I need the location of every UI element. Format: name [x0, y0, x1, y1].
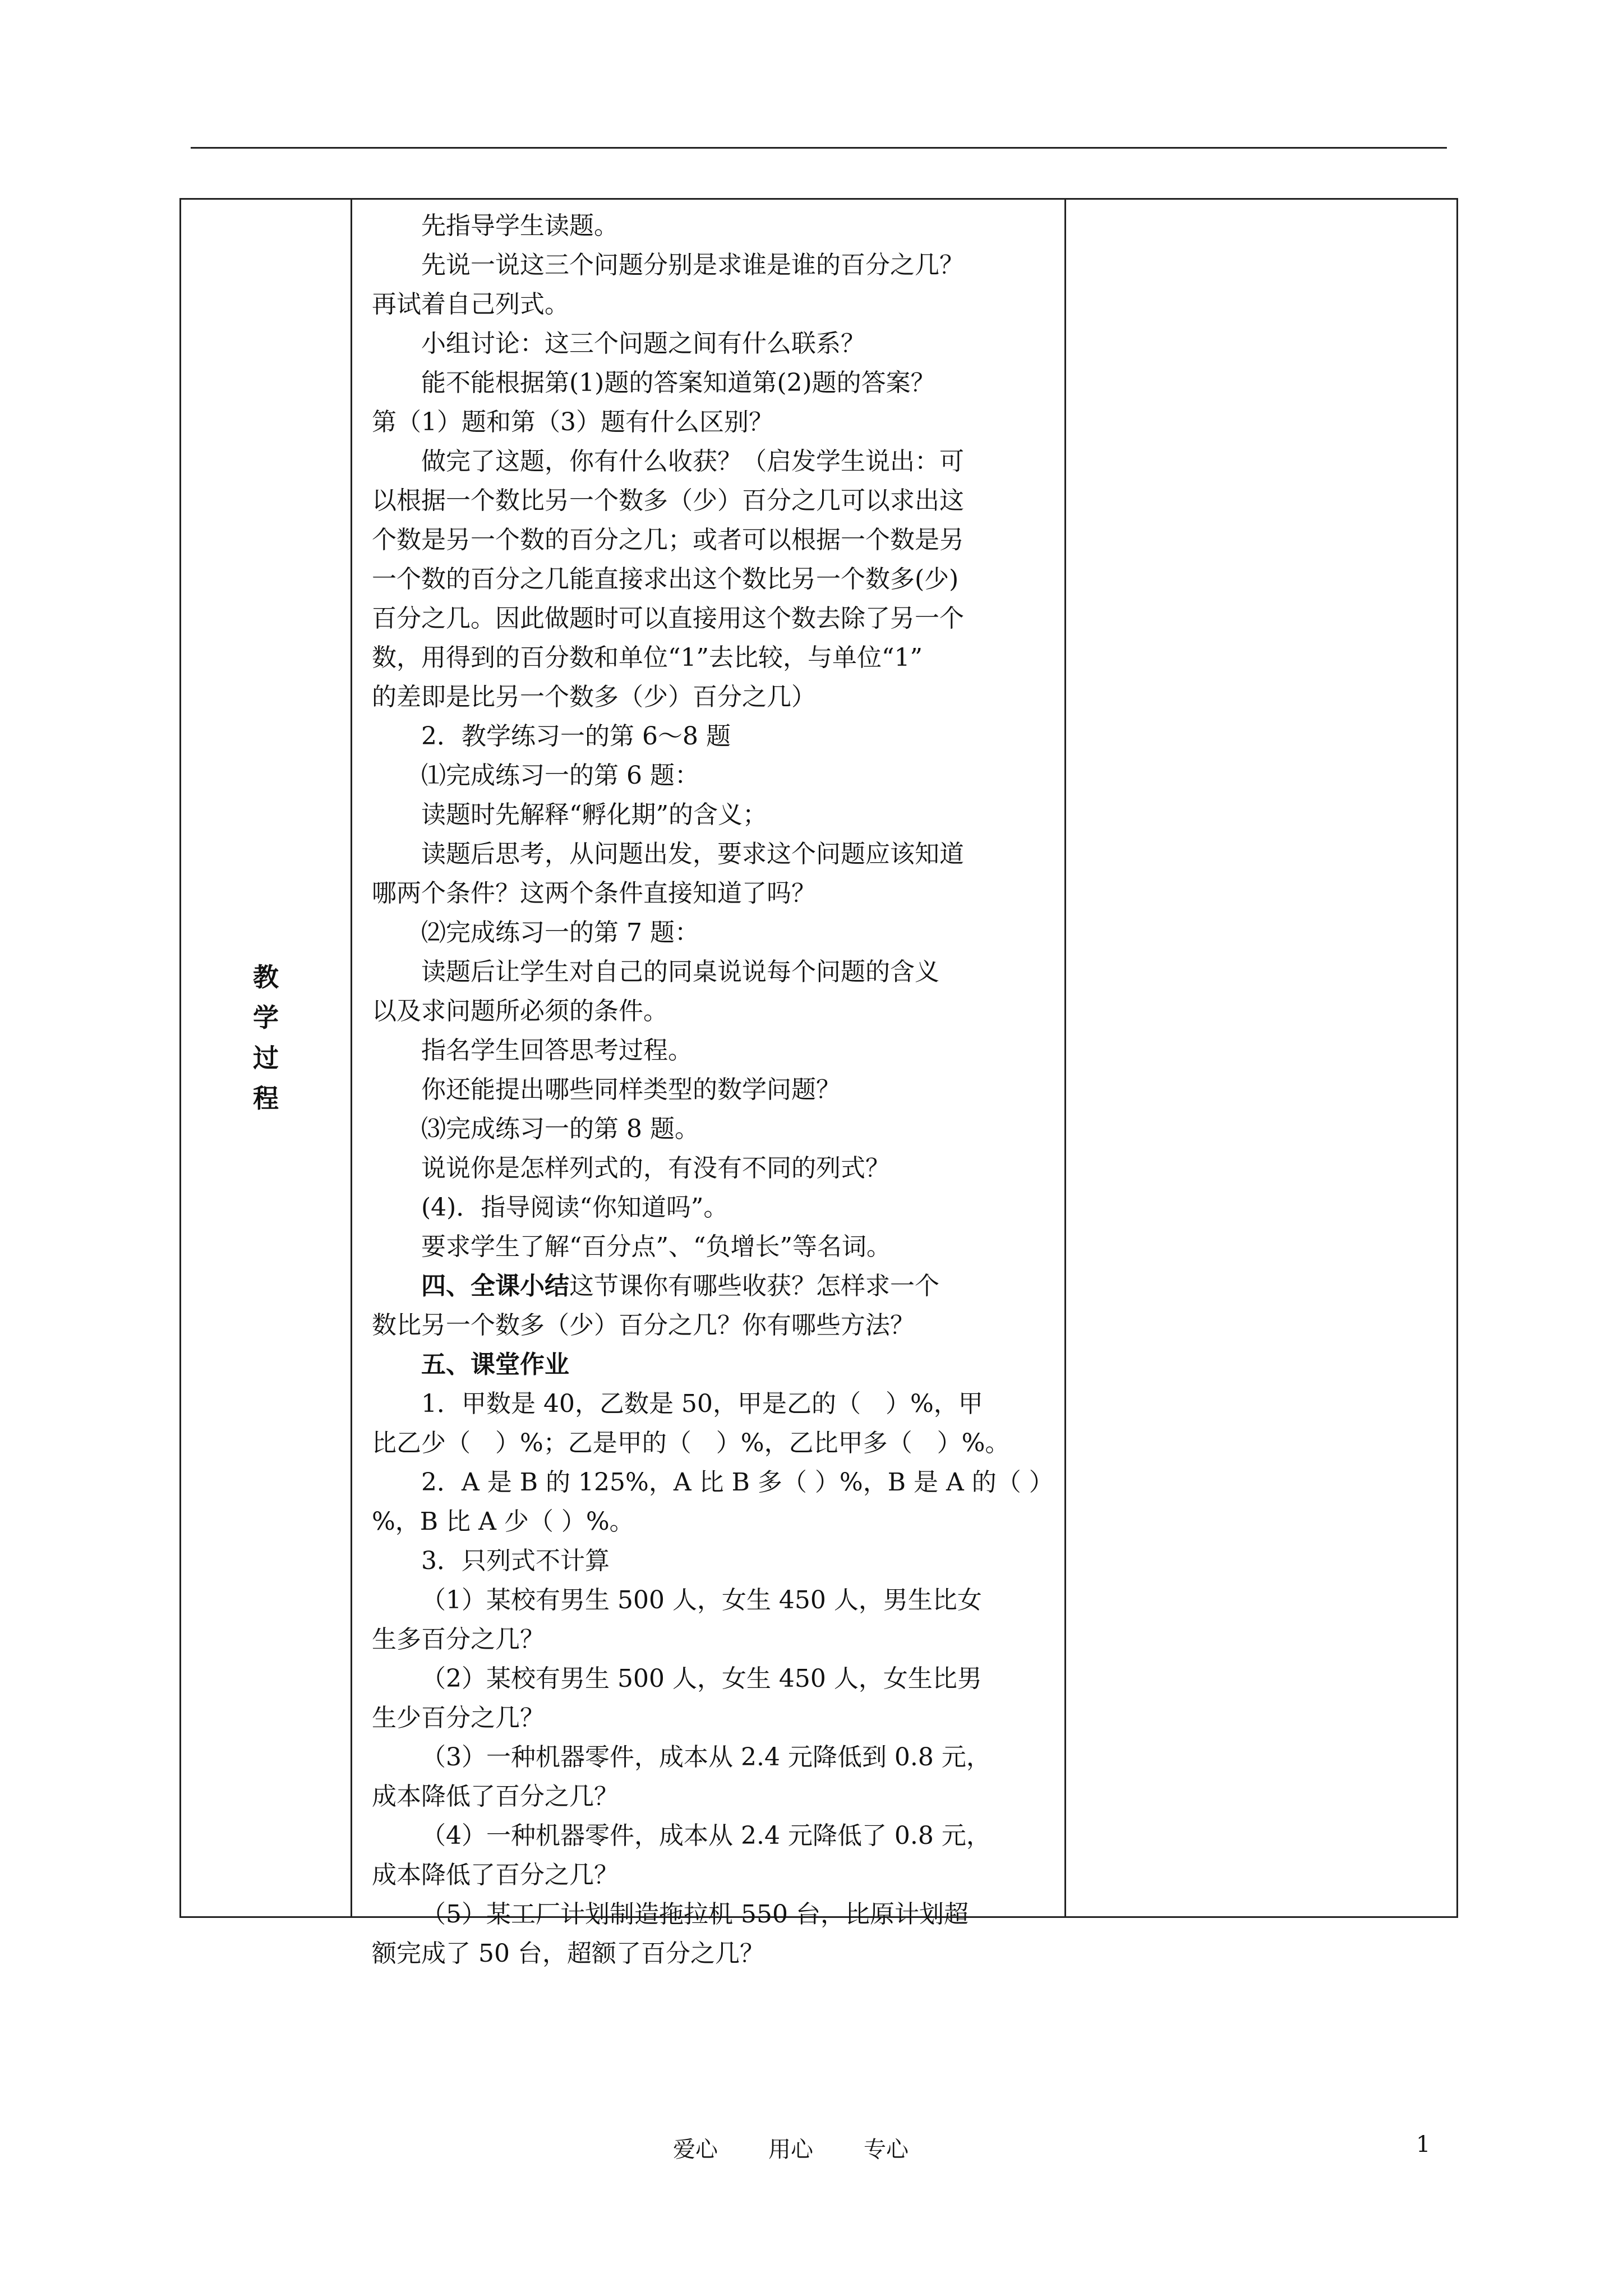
footer-item: 专心: [864, 2137, 909, 2162]
content-line: （4）一种机器零件，成本从 2.4 元降低了 0.8 元，: [421, 1821, 991, 1850]
content-line: 说说你是怎样列式的，有没有不同的列式？: [421, 1154, 890, 1182]
header-rule: [191, 147, 1447, 149]
content-line: 成本降低了百分之几？: [372, 1782, 619, 1811]
content-line: ⑴完成练习一的第 6 题：: [421, 761, 699, 790]
content-line: （2）某校有男生 500 人，女生 450 人，女生比男: [421, 1664, 982, 1693]
content-line: 读题时先解释“孵化期”的含义；: [421, 800, 767, 829]
column-divider-left: [351, 200, 352, 1916]
content-line: （3）一种机器零件，成本从 2.4 元降低到 0.8 元，: [421, 1743, 991, 1772]
content-line: ⑶完成练习一的第 8 题。: [421, 1115, 699, 1143]
content-line: 读题后让学生对自己的同桌说说每个问题的含义: [421, 958, 939, 986]
content-line: 要求学生了解“百分点”、“负增长”等名词。: [421, 1232, 891, 1261]
content-line: [372, 1267, 1056, 1306]
content-text: 这节课你有哪些收获？怎样求一个: [569, 1272, 939, 1300]
content-line: 数，用得到的百分数和单位“1”去比较，与单位“1”: [372, 643, 923, 672]
content-line: 能不能根据第(1)题的答案知道第(2)题的答案？: [421, 369, 935, 397]
footer-item: 用心: [768, 2137, 813, 2162]
content-line: 百分之几。因此做题时可以直接用这个数去除了另一个: [372, 604, 964, 633]
content-line: 生少百分之几？: [372, 1704, 545, 1732]
content-line: 你还能提出哪些同样类型的数学问题？: [421, 1075, 841, 1104]
content-line: 五、课堂作业: [421, 1350, 569, 1379]
content-line: 一个数的百分之几能直接求出这个数比另一个数多(少): [372, 565, 959, 593]
section-label-char: 过: [253, 1043, 279, 1073]
content-line: 先指导学生读题。: [421, 211, 619, 240]
section-label-char: 教: [253, 962, 279, 992]
content-line: 比乙少（ ）%；乙是甲的（ ）%，乙比甲多（ ）%。: [372, 1429, 1010, 1457]
section-label-teaching-process: [181, 957, 351, 1119]
content-line: 小组讨论：这三个问题之间有什么联系？: [421, 329, 865, 358]
content-line: 数比另一个数多（少）百分之几？你有哪些方法？: [372, 1311, 915, 1340]
content-line: 先说一说这三个问题分别是求谁是谁的百分之几？: [421, 251, 964, 279]
content-line: 读题后思考，从问题出发，要求这个问题应该知道: [421, 840, 964, 868]
content-line: (4)．指导阅读“你知道吗”。: [421, 1193, 728, 1222]
lesson-table: [179, 198, 1458, 1968]
content-line: 个数是另一个数的百分之几；或者可以根据一个数是另: [372, 526, 964, 554]
content-line: 2．教学练习一的第 6～8 题: [421, 722, 731, 751]
content-line: 3．只列式不计算: [421, 1547, 610, 1575]
content-line: 指名学生回答思考过程。: [421, 1036, 693, 1065]
content-line: 以根据一个数比另一个数多（少）百分之几可以求出这: [372, 486, 964, 515]
content-line: 1．甲数是 40，乙数是 50，甲是乙的（ ）%，甲: [421, 1389, 983, 1418]
footer-item: 爱心: [673, 2137, 718, 2162]
content-line: 哪两个条件？这两个条件直接知道了吗？: [372, 879, 816, 908]
page-number: 1: [1416, 2132, 1431, 2157]
content-line: %，B 比 A 少（ ）%。: [372, 1507, 634, 1536]
content-line: 再试着自己列式。: [372, 290, 569, 319]
section-label-char: 程: [253, 1083, 279, 1114]
footer-motto: [673, 2132, 909, 2164]
content-line: 以及求问题所必须的条件。: [372, 997, 668, 1025]
content-line: 生多百分之几？: [372, 1625, 545, 1654]
content-line: （5）某工厂计划制造拖拉机 550 台，比原计划超: [421, 1900, 969, 1929]
section-heading: 四、全课小结: [421, 1272, 569, 1300]
content-line: 第（1）题和第（3）题有什么区别？: [372, 408, 773, 436]
content-line: 2．A 是 B 的 125%，A 比 B 多（ ）%，B 是 A 的（ ）: [421, 1468, 1054, 1497]
content-line: 成本降低了百分之几？: [372, 1861, 619, 1889]
content-line: 做完了这题，你有什么收获？（启发学生说出：可: [421, 447, 964, 476]
content-line: 额完成了 50 台，超额了百分之几？: [372, 1939, 764, 1968]
lesson-content: [372, 200, 1056, 1973]
content-line: （1）某校有男生 500 人，女生 450 人，男生比女: [421, 1586, 982, 1614]
column-divider-right: [1064, 200, 1066, 1916]
section-label-char: 学: [253, 1002, 279, 1033]
content-line: ⑵完成练习一的第 7 题：: [421, 918, 699, 947]
content-line: 的差即是比另一个数多（少）百分之几）: [372, 683, 816, 711]
